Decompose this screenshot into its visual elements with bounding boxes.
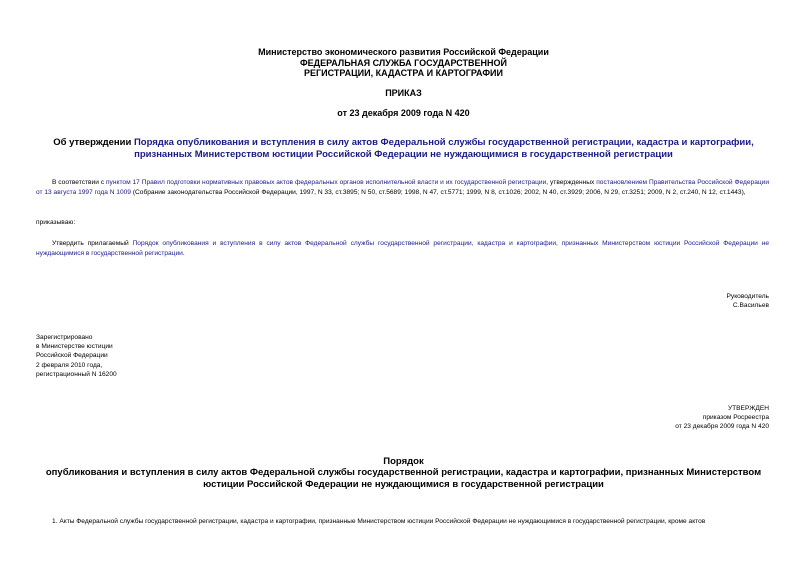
approved-block (675, 404, 769, 432)
signature-block (727, 292, 769, 310)
approved-line3: от 23 декабря 2009 года N 420 (675, 423, 769, 431)
service-name-line2: РЕГИСТРАЦИИ, КАДАСТРА И КАРТОГРАФИИ (304, 68, 503, 78)
approved-line2: приказом Росреестра (702, 414, 769, 422)
approve-text-2: . (182, 249, 185, 257)
preamble-text-2: , утвержденных (546, 179, 597, 186)
procedure-heading: Порядок (383, 456, 424, 467)
registration-line1: Зарегистрировано (36, 334, 93, 341)
preamble-link-decree[interactable]: постановлением Правительства Российской Федерации от 13 августа 1997 года N 1009 (36, 179, 769, 196)
preamble-text-3: (Собрание законодательства Российской Федерации, 1997, N 33, ст.3895; N 50, ст.5689; 1998, N 47, ст.5771; 1999, N 8, ст.1026; 2002, N 40, ст.3929; 2006, N 29, ст.3251; 2009, N 2, ст.240, N 12, ст.1443), (130, 188, 746, 196)
signature-position: Руководитель (726, 293, 769, 300)
doc-type: ПРИКАЗ (385, 88, 422, 98)
signature-name: С.Васильев (732, 302, 769, 310)
procedure-item-1: 1. Акты Федеральной службы государственной регистрации, кадастра и картографии, признанные Министерством юстиции Российской Федерации не нуждающимися в государственной регистрации, кроме актов (52, 518, 706, 525)
title-link[interactable]: Порядка опубликования и вступления в силу актов Федеральной службы государственной регистрации, кадастра и картографии, признанных Министерством юстиции Российской Федерации не нуждающимися в государственной регистрации (133, 137, 754, 160)
doc-title (36, 137, 771, 160)
approve-paragraph (36, 239, 769, 258)
registration-line4: 2 февраля 2010 года, (36, 361, 103, 369)
ministry-name: Министерство экономического развития Российской Федерации (258, 47, 549, 57)
approve-link-procedure[interactable]: Порядок опубликования и вступления в силу актов Федеральной службы государственной регистрации, кадастра и картографии, признанных Министерством юстиции Российской Федерации не нуждающимися в государственной регистрации (36, 240, 769, 257)
approved-line1: УТВЕРЖДЕН (727, 405, 769, 412)
order-word: приказываю: (36, 219, 76, 226)
service-name-line1: ФЕДЕРАЛЬНАЯ СЛУЖБА ГОСУДАРСТВЕННОЙ (299, 57, 508, 68)
procedure-subheading: опубликования и вступления в силу актов Федеральной службы государственной регистрации, кадастра и картографии, признанных Министерством юстиции Российской Федерации не нуждающимися в государственной регистрации (45, 467, 762, 490)
registration-line3: Российской Федерации (36, 352, 108, 360)
doc-date: от 23 декабря 2009 года N 420 (337, 108, 470, 118)
preamble-paragraph (36, 178, 769, 197)
registration-block (36, 333, 117, 379)
preamble-link-rules[interactable]: пунктом 17 Правил подготовки нормативных правовых актов федеральных органов исполнительной власти и их государственной регистрации (105, 179, 547, 186)
registration-line5: регистрационный N 16200 (36, 370, 117, 378)
preamble-text-1: В соответствии с (52, 179, 106, 186)
title-prefix: Об утверждении (53, 137, 134, 148)
registration-line2: в Министерстве юстиции (36, 343, 113, 351)
header-block (0, 47, 807, 79)
approve-text-1: Утвердить прилагаемый (52, 240, 133, 247)
